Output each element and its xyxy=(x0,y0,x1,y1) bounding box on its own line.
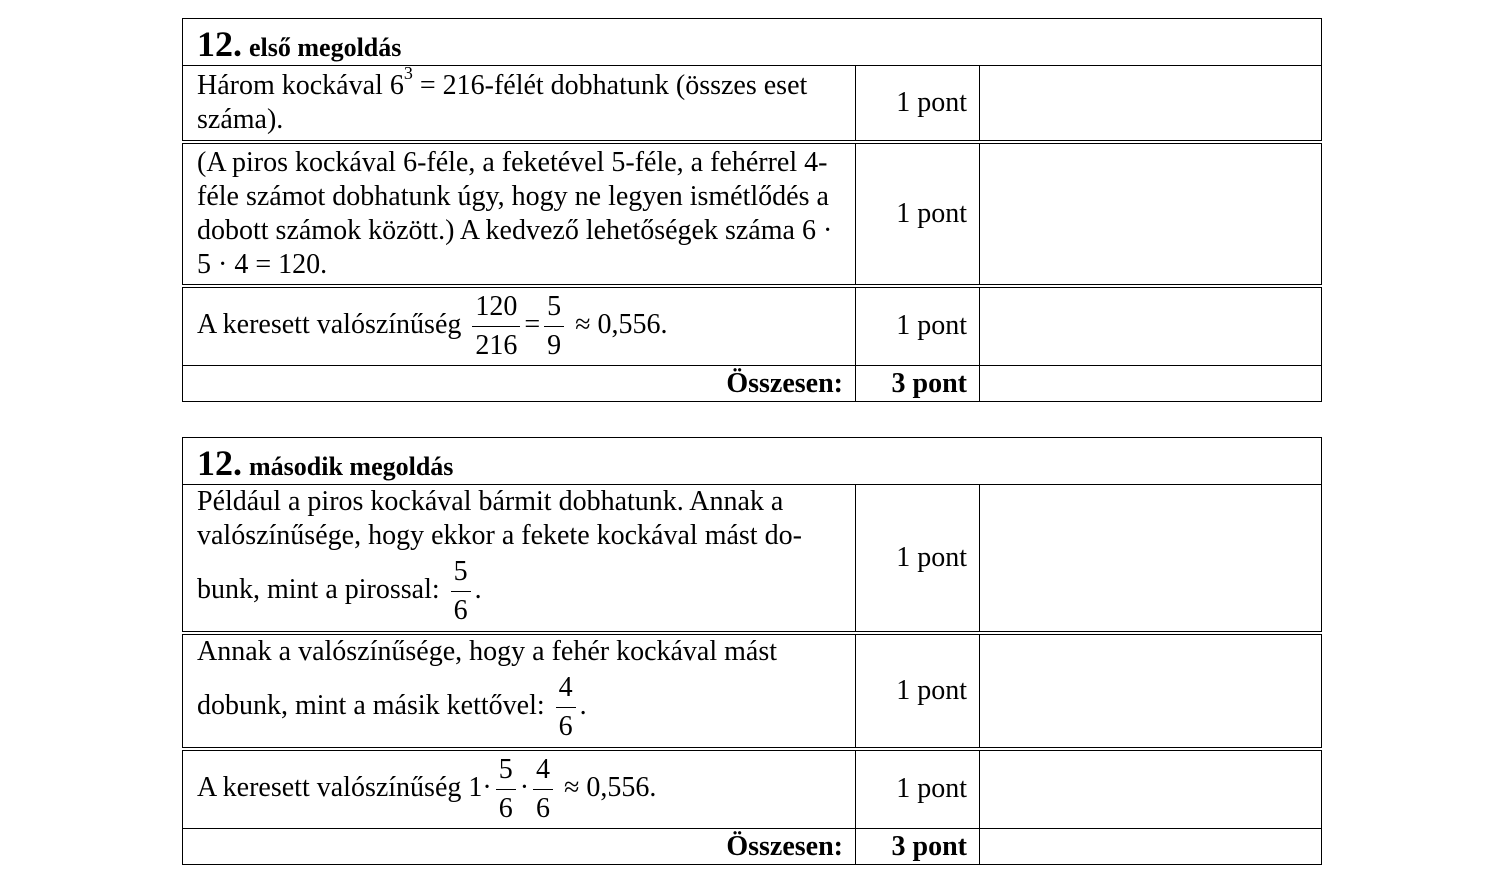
fraction xyxy=(533,751,553,828)
row-blank-cell xyxy=(980,66,1322,142)
row-points: 1 pont xyxy=(856,142,980,286)
row-points: 1 pont xyxy=(856,485,980,633)
row-text: Három kockával 6 xyxy=(197,69,404,101)
row-blank-cell xyxy=(980,633,1322,749)
multiplication-dot: · xyxy=(519,771,530,803)
total-row xyxy=(183,829,1322,865)
row-text: A keresett valószínűség 1· xyxy=(197,771,492,803)
fraction xyxy=(496,751,516,828)
row-text: . xyxy=(579,689,587,721)
fraction xyxy=(544,288,564,365)
fraction-numerator: 5 xyxy=(451,553,471,592)
table-row xyxy=(183,142,1322,286)
total-row xyxy=(183,366,1322,402)
second-solution-block xyxy=(182,437,1321,865)
table-row xyxy=(183,749,1322,829)
fraction-numerator: 4 xyxy=(533,751,553,790)
table-row xyxy=(183,485,1322,633)
first-solution-block xyxy=(182,18,1321,402)
row-blank-cell xyxy=(980,366,1322,402)
second-solution-header xyxy=(183,438,1322,485)
first-solution-table xyxy=(182,18,1322,402)
row-description xyxy=(183,485,856,633)
row-text: A keresett valószínűség xyxy=(197,308,462,340)
row-blank-cell xyxy=(980,286,1322,366)
row-text: = 216-félét dobhatunk (összes eset száma). xyxy=(197,69,808,135)
fraction-denominator: 6 xyxy=(536,792,551,824)
exponent: 3 xyxy=(403,63,413,84)
fraction-denominator: 6 xyxy=(453,595,468,627)
fraction xyxy=(556,669,576,746)
row-blank-cell xyxy=(980,485,1322,633)
fraction-denominator: 6 xyxy=(558,711,573,742)
task-number: 12. xyxy=(197,24,242,64)
fraction xyxy=(451,553,471,630)
fraction-denominator: 9 xyxy=(547,329,562,361)
row-points: 1 pont xyxy=(856,749,980,829)
row-blank-cell xyxy=(980,142,1322,286)
row-text: . xyxy=(474,574,482,606)
row-text: ≈ 0,556. xyxy=(575,308,668,340)
row-description xyxy=(183,142,856,286)
row-blank-cell xyxy=(980,829,1322,865)
row-points: 1 pont xyxy=(856,286,980,366)
row-text: Annak a valószínűsége, hogy a fehér kockával mást dobunk, mint a másik kettővel: xyxy=(197,636,778,721)
first-solution-header xyxy=(183,19,1322,66)
total-points: 3 pont xyxy=(856,366,980,402)
fraction-numerator: 4 xyxy=(556,669,576,708)
total-label: Összesen: xyxy=(183,366,856,402)
second-solution-heading xyxy=(183,438,1322,485)
total-points: 3 pont xyxy=(856,829,980,865)
row-text: (A piros kockával 6-féle, a feketével 5-féle, a fehérrel 4-féle számot dobhatunk úgy, hogy ne legyen ismétlődés a dobott számok között.) A kedvező lehetőségek száma 6 · 5 · 4 = 120. xyxy=(197,146,833,280)
row-text: Például a piros kockával bármit dobhatunk. Annak a valószínűsége, hogy ekkor a fekete kockával mást dobunk, mint a pirossal: xyxy=(197,486,802,606)
second-solution-table xyxy=(182,437,1322,865)
row-description xyxy=(183,633,856,749)
row-points: 1 pont xyxy=(856,66,980,142)
fraction-denominator: 216 xyxy=(475,329,518,361)
table-row xyxy=(183,66,1322,142)
fraction-numerator: 5 xyxy=(544,288,564,327)
row-blank-cell xyxy=(980,749,1322,829)
solution-title: első megoldás xyxy=(249,33,402,62)
row-description xyxy=(183,749,856,829)
solution-title: második megoldás xyxy=(249,452,454,481)
fraction-denominator: 6 xyxy=(498,792,513,824)
fraction xyxy=(472,288,520,365)
fraction-numerator: 5 xyxy=(496,751,516,790)
row-points: 1 pont xyxy=(856,633,980,749)
table-row xyxy=(183,286,1322,366)
task-number: 12. xyxy=(197,443,242,483)
row-description xyxy=(183,286,856,366)
fraction-numerator: 120 xyxy=(472,288,520,327)
equals-sign: = xyxy=(524,308,541,340)
row-description xyxy=(183,63,856,142)
total-label: Összesen: xyxy=(183,829,856,865)
first-solution-heading xyxy=(183,19,1322,66)
table-row xyxy=(183,633,1322,749)
row-text: ≈ 0,556. xyxy=(564,771,657,803)
